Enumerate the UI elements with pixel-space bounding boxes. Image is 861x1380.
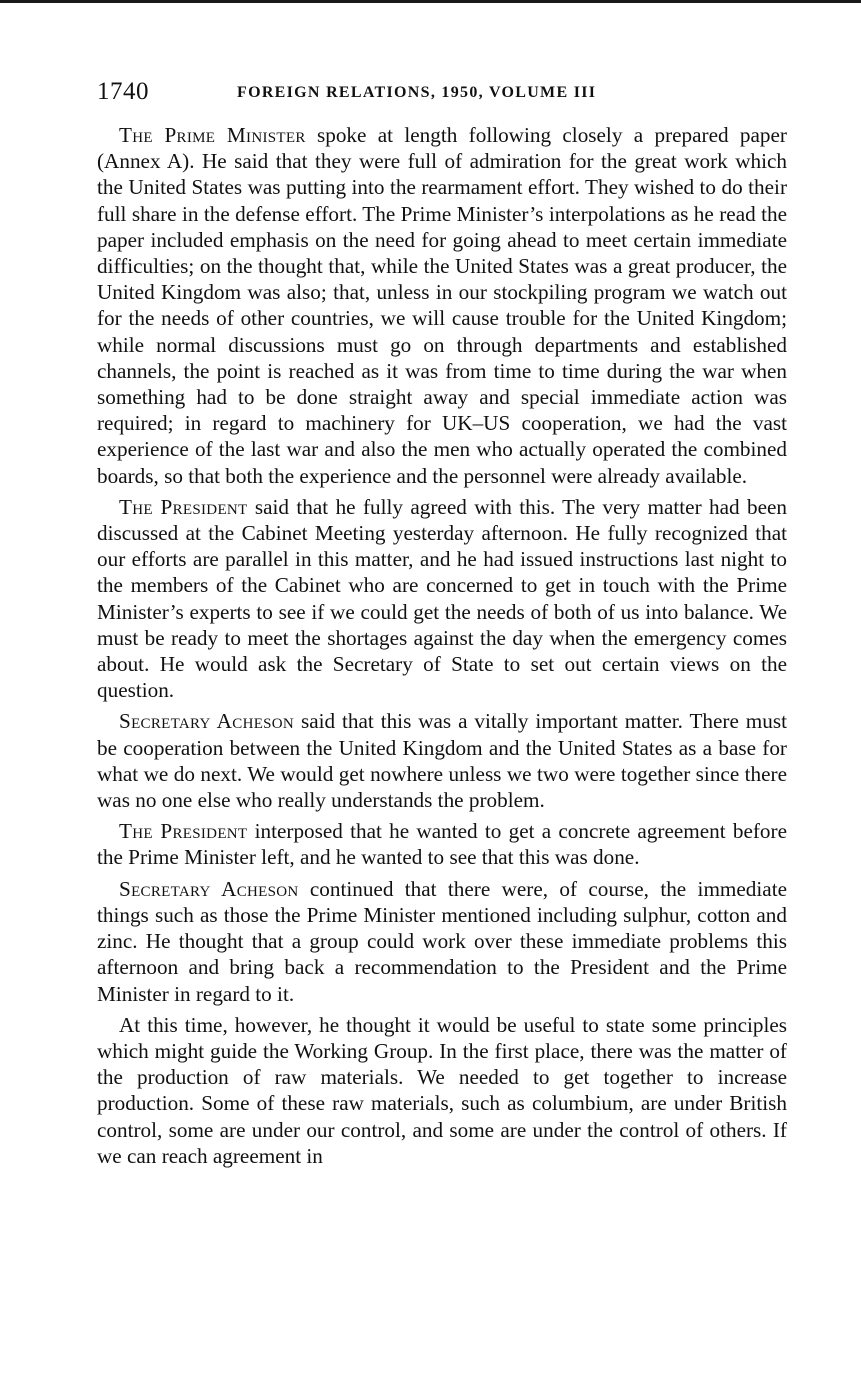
paragraph [97,122,787,489]
paragraph [97,1012,787,1169]
paragraph-text: continued that there were, of course, the immediate things such as those the Prime Minister mentioned including sulphur, cotton and zinc. He thought that a group could work over these immediate problems this afternoon and bring back a recommendation to the President and the Prime Minister in regard to it. [97,876,787,1006]
paragraph-text: spoke at length following closely a prepared paper (Annex A). He said that they were full of admiration for the great work which the United States was putting into the rearmament effort. They wished to do their full share in the defense effort. The Prime Minister’s interpolations as he read the paper included emphasis on the need for going ahead to meet certain immediate difficulties; on the thought that, while the United States was a great producer, the United Kingdom was also; that, unless in our stockpiling program we watch out for the needs of other countries, we will cause trouble for the United Kingdom; while normal discussions must go on through departments and established channels, the point is reached as it was from time to time during the war when something had to be done straight away and special immediate action was required; in regard to machinery for UK–US cooperation, we had the vast experience of the last war and also the men who actually operated the combined boards, so that both the experience and the personnel were already available. [97,123,787,488]
page-number: 1740 [97,78,149,105]
paragraph [97,494,787,704]
speaker-name: The Prime Minister [119,123,306,147]
paragraph-text: said that he fully agreed with this. The very matter had been discussed at the Cabinet Meeting yesterday afternoon. He fully recognized that our efforts are parallel in this matter, and he had issued instructions last night to the members of the Cabinet who are concerned to get in touch with the Prime Minister’s experts to see if we could get the needs of both of us into balance. We must be ready to meet the shortages against the day when the emergency comes about. He would ask the Secretary of State to set out certain views on the question. [97,494,788,703]
paragraph-text: said that this was a vitally important matter. There must be cooperation between the United Kingdom and the United States as a base for what we do next. We would get nowhere unless we two were together since there was no one else who really understands the problem. [97,709,787,813]
paragraph-text: interposed that he wanted to get a concrete agreement before the Prime Minister left, and he wanted to see that this was done. [97,819,787,870]
paragraph [97,818,787,870]
paragraph-text: At this time, however, he thought it would be useful to state some principles which might guide the Working Group. In the first place, there was the matter of the production of raw materials. We needed to get together to increase production. Some of these raw materials, such as columbium, are under British control, some are under our control, and some are under the control of others. If we can reach agreement in [97,1012,787,1168]
speaker-name: Secretary Acheson [119,709,295,734]
top-rule [0,0,861,3]
running-head: FOREIGN RELATIONS, 1950, VOLUME III [237,84,597,101]
paragraph [97,876,787,1007]
page-header [97,78,787,112]
paragraph [97,708,787,813]
speaker-name: Secretary Acheson [119,876,299,901]
body-text [97,122,787,1174]
speaker-name: The President [119,819,248,844]
speaker-name: The President [119,494,248,519]
